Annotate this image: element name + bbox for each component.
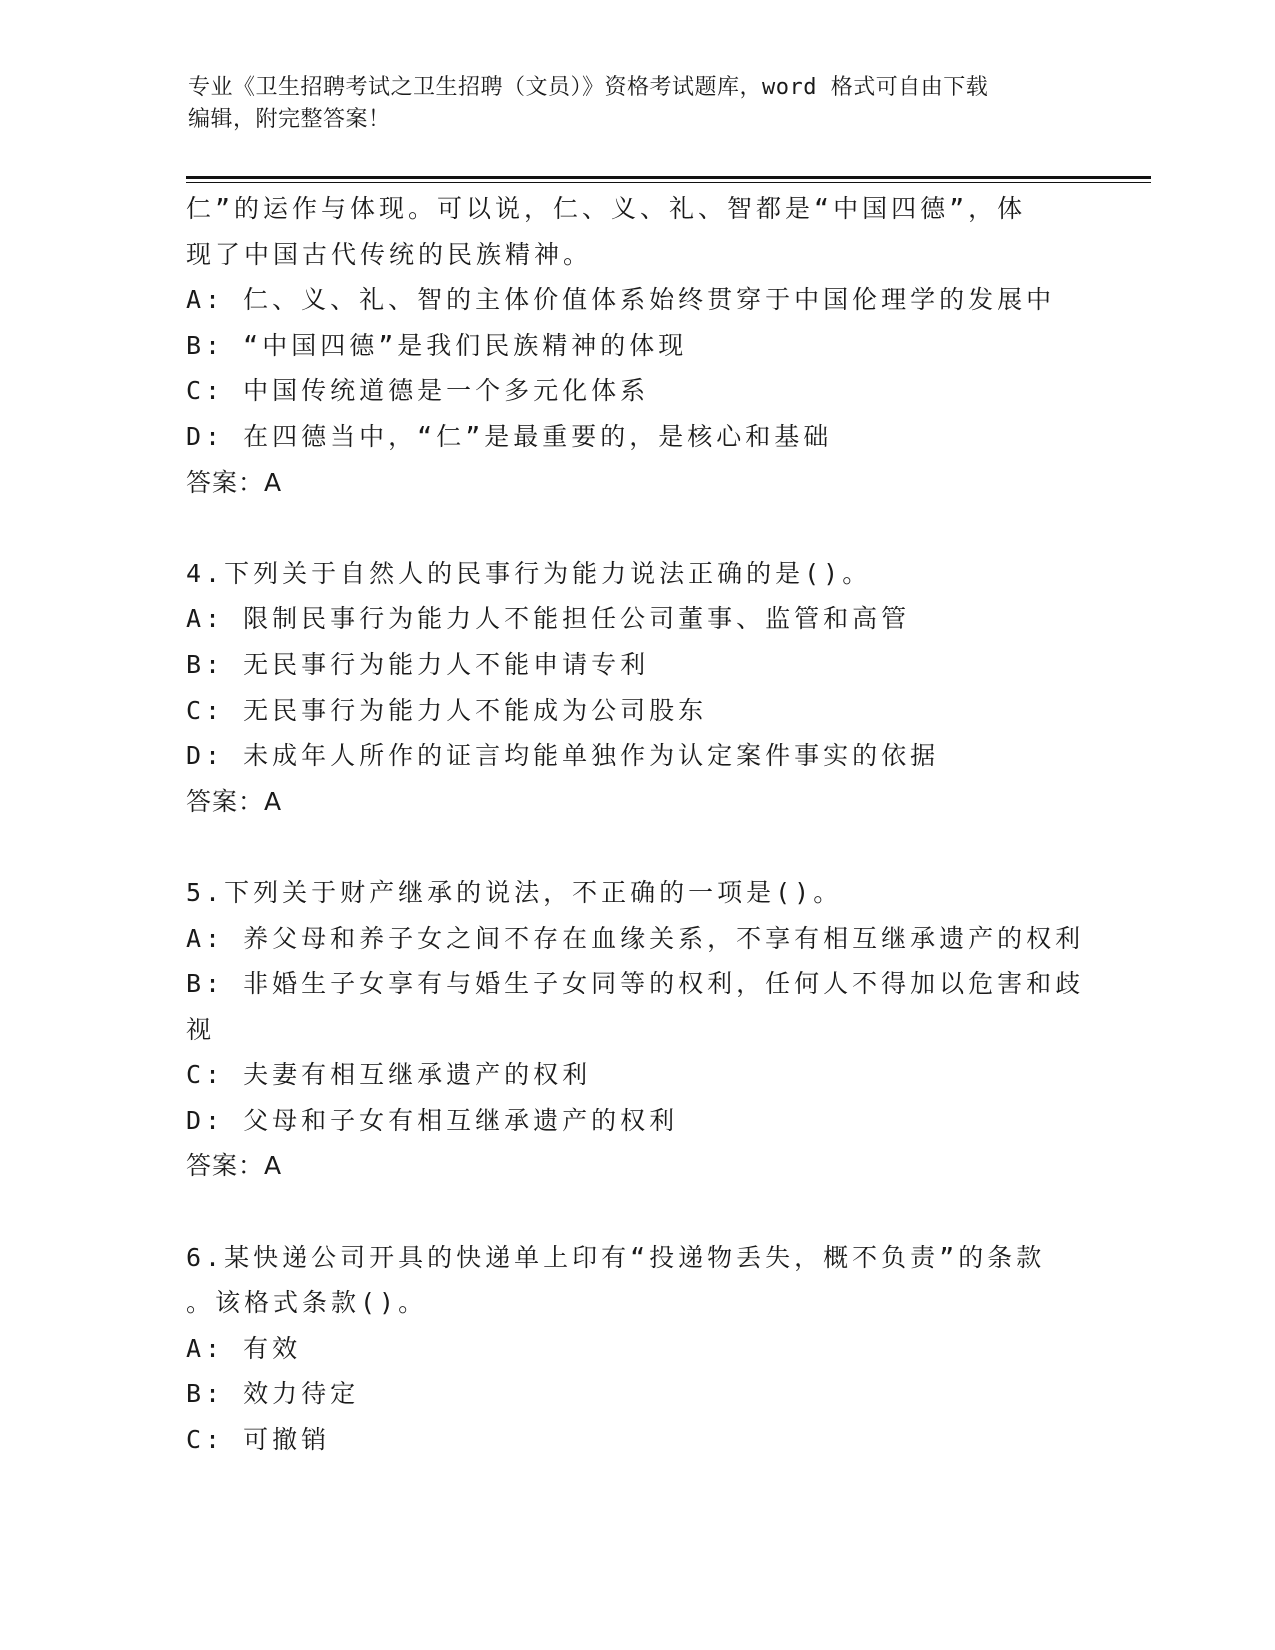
question-4-option-d: D: 未成年人所作的证言均能单独作为认定案件事实的依据: [186, 741, 940, 771]
question-5-option-d: D: 父母和子女有相互继承遗产的权利: [186, 1105, 679, 1135]
question-6-stem-line-2: 。该格式条款()。: [186, 1288, 428, 1318]
question-3-option-c: C: 中国传统道德是一个多元化体系: [186, 376, 650, 406]
document-header: [188, 72, 1088, 136]
question-3-option-d: D: 在四德当中，“仁”是最重要的，是核心和基础: [186, 421, 833, 451]
question-6-stem-line-1: 6.某快递公司开具的快递单上印有“投递物丢失，概不负责”的条款: [186, 1242, 1046, 1272]
spacer: [186, 505, 1076, 551]
question-3-block: [186, 186, 1076, 505]
question-5-option-a: A: 养父母和养子女之间不存在血缘关系，不享有相互继承遗产的权利: [186, 923, 1085, 953]
question-5-stem: 5.下列关于财产继承的说法，不正确的一项是()。: [186, 877, 843, 907]
question-5-option-b-line-1: B: 非婚生子女享有与婚生子女同等的权利，任何人不得加以危害和歧: [186, 969, 1085, 999]
question-4-option-a: A: 限制民事行为能力人不能担任公司董事、监管和高管: [186, 604, 911, 634]
question-5-block: [186, 870, 1085, 1189]
question-5-answer: 答案：A: [186, 1151, 283, 1181]
header-divider-thick: [186, 176, 1151, 179]
header-line-1: 专业《卫生招聘考试之卫生招聘（文员）》资格考试题库，word 格式可自由下载: [188, 75, 989, 100]
question-4-stem: 4.下列关于自然人的民事行为能力说法正确的是()。: [186, 558, 872, 588]
question-3-continued-line-2: 现了中国古代传统的民族精神。: [186, 239, 593, 269]
question-3-continued-line-1: 仁”的运作与体现。可以说，仁、义、礼、智都是“中国四德”，体: [186, 194, 1027, 223]
question-4-option-b: B: 无民事行为能力人不能申请专利: [186, 649, 650, 679]
spacer: [186, 824, 1076, 870]
question-6-block: [186, 1235, 1076, 1463]
question-4-answer: 答案：A: [186, 786, 283, 816]
header-divider-thin: [186, 182, 1151, 183]
question-4-block: [186, 551, 1076, 825]
question-6-option-a: A: 有效: [186, 1333, 302, 1363]
question-6-option-c: C: 可撤销: [186, 1425, 331, 1455]
question-3-option-b: B: “中国四德”是我们民族精神的体现: [186, 330, 688, 360]
question-5-option-c: C: 夫妻有相互继承遗产的权利: [186, 1060, 592, 1090]
question-3-option-a: A: 仁、义、礼、智的主体价值体系始终贯穿于中国伦理学的发展中: [186, 285, 1056, 315]
question-content: [186, 186, 1085, 1463]
spacer: [186, 1189, 1076, 1235]
question-6-option-b: B: 效力待定: [186, 1379, 360, 1409]
header-line-2: 编辑，附完整答案！: [188, 107, 391, 132]
question-4-option-c: C: 无民事行为能力人不能成为公司股东: [186, 695, 708, 725]
question-5-option-b-line-2: 视: [186, 1014, 216, 1044]
question-3-answer: 答案：A: [186, 467, 283, 497]
